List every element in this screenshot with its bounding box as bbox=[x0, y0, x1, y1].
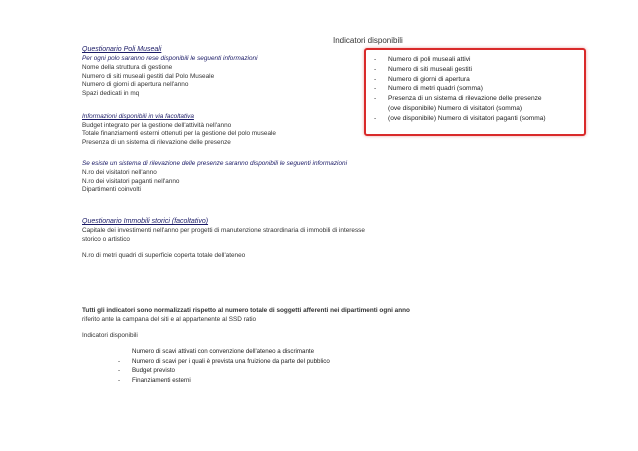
list-item bbox=[374, 84, 546, 94]
indicators-list bbox=[374, 55, 546, 124]
q1-intro: Per ogni polo saranno rese disponibili le seguenti informazioni bbox=[82, 55, 258, 62]
bottom-line-1: Tutti gli indicatori sono normalizzati rispetto al numero totale di soggetti afferenti nei dipartimenti ogni anno bbox=[82, 307, 410, 314]
list-item bbox=[118, 347, 330, 357]
q4-heading: Questionario Immobili storici (facoltativo) bbox=[82, 218, 209, 225]
bullet: - bbox=[374, 114, 377, 122]
list-item bbox=[374, 75, 546, 85]
bottom-list bbox=[118, 347, 330, 385]
bottom-item-text: Finanziamenti esterni bbox=[132, 376, 191, 384]
bottom-item-text: Numero di scavi attivati con convenzione dell'ateneo a discrimante bbox=[132, 348, 315, 355]
list-item bbox=[118, 376, 330, 386]
bullet: - bbox=[374, 65, 377, 73]
bullet: - bbox=[374, 95, 377, 103]
q1-item: Numero di siti museali gestiti dal Polo Museale bbox=[82, 72, 215, 80]
list-item bbox=[118, 366, 330, 376]
q2-item: Totale finanziamenti esterni ottenuti per la gestione del polo museale bbox=[82, 130, 276, 137]
right-title: Indicatori disponibili bbox=[333, 36, 403, 45]
q1-item: Nome della struttura di gestione bbox=[82, 64, 173, 71]
q4-item: Capitale dei investimenti nell'anno per progetti di manutenzione straordinaria di immobili di interesse bbox=[82, 227, 365, 234]
q3-item: N.ro dei visitatori paganti nell'anno bbox=[82, 177, 180, 185]
list-item bbox=[118, 357, 330, 367]
q1-item: Numero di giorni di apertura nell'anno bbox=[82, 81, 189, 88]
q2-heading: Informazioni disponibili in via facoltativa bbox=[82, 113, 194, 120]
q3-item: Dipartimenti coinvolti bbox=[82, 186, 141, 193]
q3-heading: Se esiste un sistema di rilevazione delle presenze saranno disponibili le seguenti informazioni bbox=[82, 160, 348, 167]
bullet: - bbox=[118, 367, 121, 374]
q1-item: Spazi dedicati in mq bbox=[82, 89, 140, 97]
indicator-text: (ove disponibile) Numero di visitatori (somma) bbox=[388, 104, 523, 112]
q2-item: Presenza di un sistema di rilevazione delle presenze bbox=[82, 138, 231, 146]
bottom-line-2: riferito ante la campana del siti e al appartenente al SSD ratio bbox=[82, 316, 257, 323]
bottom-subtitle: Indicatori disponibili bbox=[82, 332, 138, 339]
bullet: - bbox=[374, 56, 377, 63]
list-item bbox=[374, 114, 546, 124]
indicator-text: Numero di poli museali attivi bbox=[388, 56, 471, 63]
list-item bbox=[374, 94, 546, 104]
indicator-text: Numero di giorni di apertura bbox=[388, 75, 470, 83]
bullet: - bbox=[118, 357, 121, 365]
list-item bbox=[374, 55, 546, 65]
q3-item: N.ro dei visitatori nell'anno bbox=[82, 169, 157, 176]
q4-item: N.ro di metri quadri di superficie coperta totale dell'ateneo bbox=[82, 252, 246, 259]
list-item bbox=[374, 65, 546, 75]
bottom-item-text: Budget previsto bbox=[132, 367, 175, 374]
q1-heading: Questionario Poli Museali bbox=[82, 46, 162, 53]
q2-item: Budget integrato per la gestione dell'attività nell'anno bbox=[82, 121, 232, 129]
list-item bbox=[374, 104, 546, 114]
bullet: - bbox=[118, 376, 121, 384]
bottom-item-text: Numero di scavi per i quali è prevista una fruizione da parte del pubblico bbox=[132, 357, 330, 365]
bullet: - bbox=[374, 75, 377, 83]
q4-item: storico o artistico bbox=[82, 235, 130, 243]
indicator-text: Numero di siti museali gestiti bbox=[388, 65, 472, 73]
indicator-text: Presenza di un sistema di rilevazione delle presenze bbox=[388, 95, 542, 103]
bullet: - bbox=[374, 85, 377, 93]
bullet-spacer bbox=[374, 104, 388, 114]
bullet-spacer bbox=[118, 347, 132, 357]
indicator-text: Numero di metri quadri (somma) bbox=[388, 85, 483, 93]
indicator-text: (ove disponibile) Numero di visitatori paganti (somma) bbox=[388, 114, 546, 122]
